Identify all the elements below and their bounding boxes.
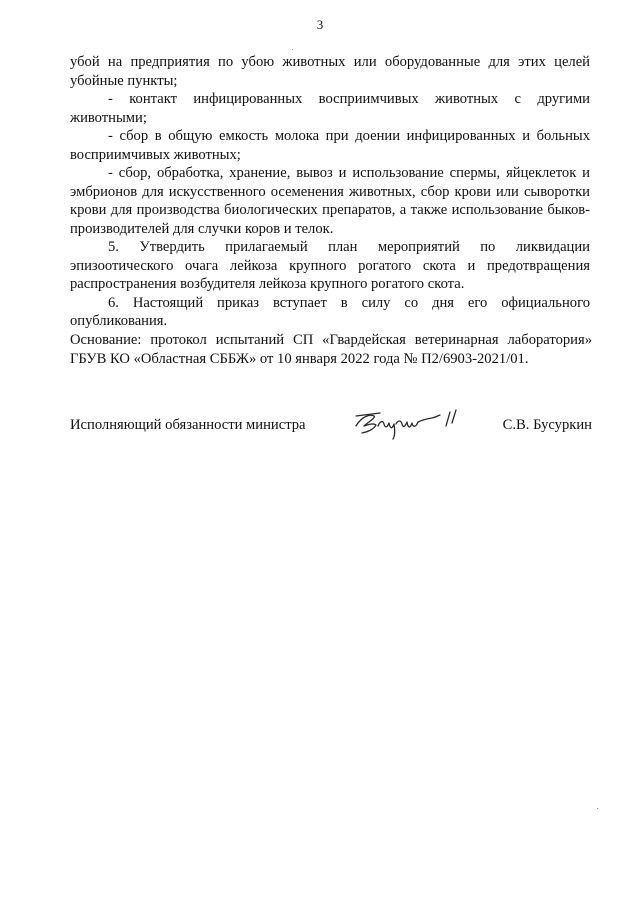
scan-speck (292, 49, 293, 50)
signatory-name: С.В. Бусуркин (502, 417, 592, 433)
paragraph-sperm-collection: - сбор, обработка, хранение, вывоз и использование спермы, яйцеклеток и эмбрионов для искусственного осеменения животных, сбор крови или сыворотки крови для производства биологических препаратов, а также использование быков-производителей для случки коров и телок. (70, 165, 590, 237)
signatory-position: Исполняющий обязанности министра (70, 417, 306, 433)
paragraph-milk-collection: - сбор в общую емкость молока при доении инфицированных и больных восприимчивых животных; (70, 128, 590, 163)
basis-text: Основание: протокол испытаний СП «Гвардейская ветеринарная лаборатория» ГБУВ КО «Областная СББЖ» от 10 января 2022 года № П2/6903-2021/01. (70, 332, 592, 367)
paragraph-item-6: 6. Настоящий приказ вступает в силу со дня его официального опубликования. (70, 294, 590, 329)
page-number: 3 (316, 17, 324, 32)
handwritten-signature (352, 406, 472, 440)
paragraph-item-5: 5. Утвердить прилагаемый план мероприятий по ликвидации эпизоотического очага лейкоза крупного рогатого скота и предотвращения распространения возбудителя лейкоза крупного рогатого скота. (70, 239, 590, 292)
paragraph-slaughter: убой на предприятия по убою животных или оборудованные для этих целей убойные пункты; (70, 54, 590, 89)
scan-speck (597, 808, 598, 809)
signature-block (70, 414, 592, 444)
paragraph-contact: - контакт инфицированных восприимчивых животных с другими животными; (70, 91, 590, 126)
order-body (70, 53, 590, 331)
basis-note (70, 331, 592, 368)
